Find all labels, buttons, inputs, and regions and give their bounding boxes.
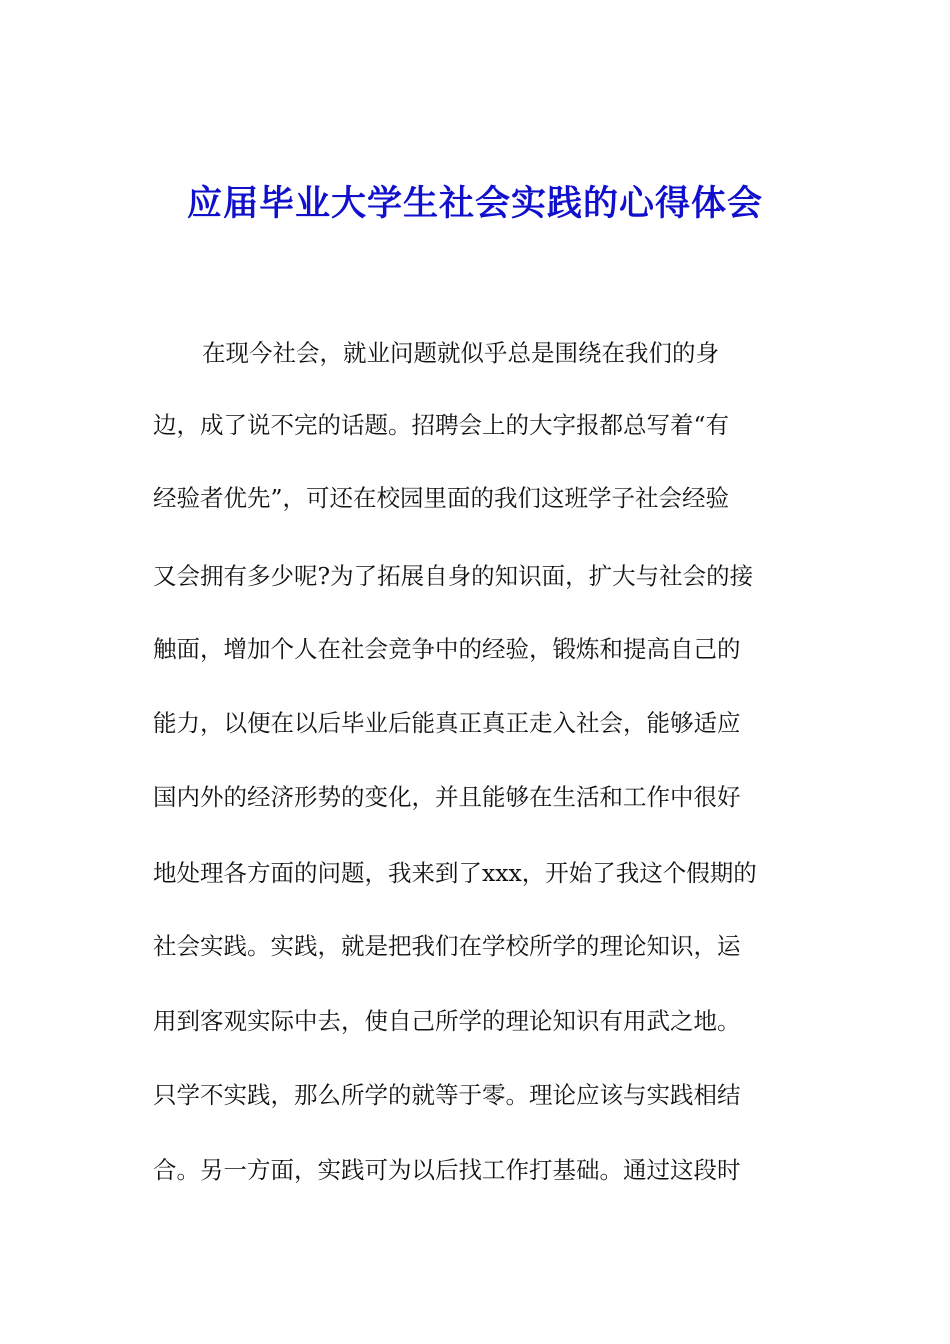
body-line-7: 国内外的经济形势的变化，并且能够在生活和工作中很好 [153, 783, 741, 811]
body-line-2: 边，成了说不完的话题。招聘会上的大字报都总写着“有 [153, 411, 730, 439]
body-line-10: 用到客观实际中去，使自己所学的理论知识有用武之地。 [153, 1007, 741, 1035]
body-line-6: 能力，以便在以后毕业后能真正真正走入社会，能够适应 [153, 709, 741, 737]
body-line-8: 地处理各方面的问题，我来到了xxx，开始了我这个假期的 [153, 859, 757, 887]
body-line-9: 社会实践。实践，就是把我们在学校所学的理论知识，运 [153, 932, 741, 960]
body-line-11: 只学不实践，那么所学的就等于零。理论应该与实践相结 [153, 1081, 741, 1109]
body-line-4: 又会拥有多少呢?为了拓展自身的知识面，扩大与社会的接 [153, 562, 754, 590]
body-line-12: 合。另一方面，实践可为以后找工作打基础。通过这段时 [153, 1156, 741, 1184]
body-line-3: 经验者优先”，可还在校园里面的我们这班学子社会经验 [153, 484, 730, 512]
body-line-5: 触面，增加个人在社会竞争中的经验，锻炼和提高自己的 [153, 635, 741, 663]
document-title: 应届毕业大学生社会实践的心得体会 [186, 183, 763, 224]
body-line-1: 在现今社会，就业问题就似乎总是围绕在我们的身 [202, 339, 719, 367]
